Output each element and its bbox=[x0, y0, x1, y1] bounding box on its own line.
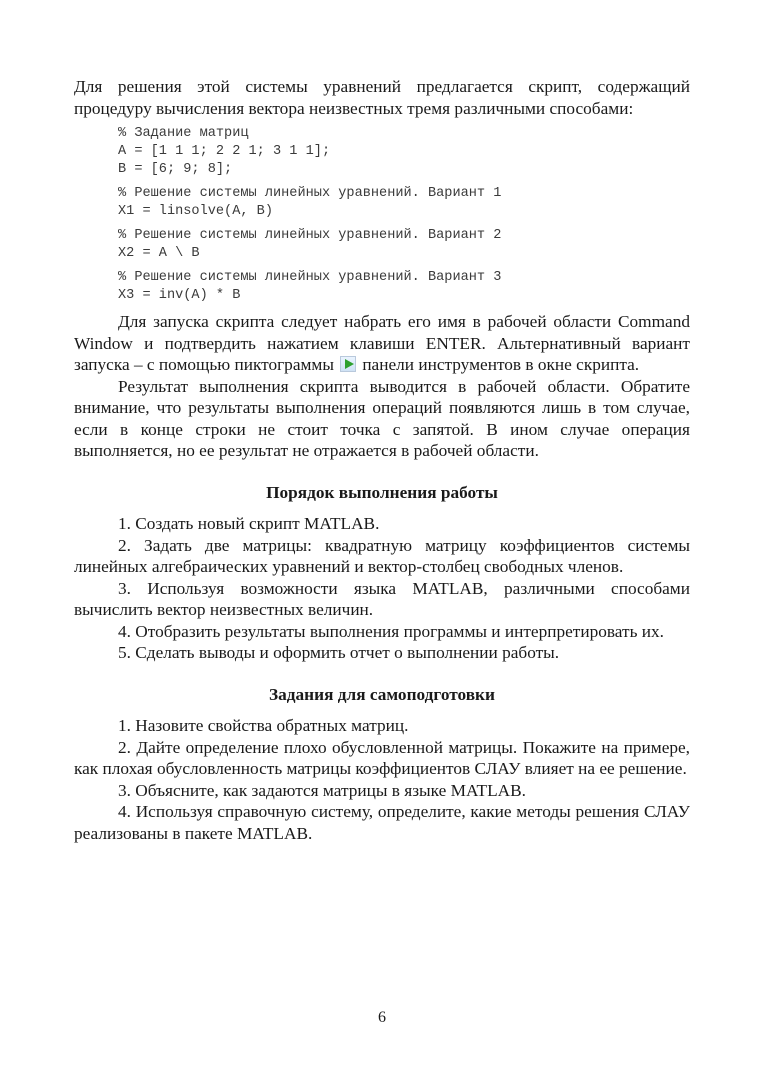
list-item: 1. Создать новый скрипт MATLAB. bbox=[118, 514, 380, 533]
code-line: % Решение системы линейных уравнений. Вариант 1 bbox=[118, 186, 502, 201]
code-block-variant-1 bbox=[74, 185, 690, 221]
run-script-icon bbox=[340, 356, 356, 372]
code-line: % Задание матриц bbox=[118, 126, 249, 141]
code-block-variant-2 bbox=[74, 227, 690, 263]
code-listing bbox=[74, 125, 690, 305]
list-item: 1. Назовите свойства обратных матриц. bbox=[118, 716, 409, 735]
list-item: 4. Отобразить результаты выполнения программы и интерпретировать их. bbox=[118, 621, 664, 641]
list-item: 2. Задать две матрицы: квадратную матрицу коэффициентов системы линейных алгебраических уравнений и вектор-столбец свободных членов. bbox=[74, 535, 690, 576]
intro-paragraph: Для решения этой системы уравнений предлагается скрипт, содержащий процедуру вычисления вектора неизвестных тремя различными способами: bbox=[74, 77, 690, 118]
code-line: A = [1 1 1; 2 2 1; 3 1 1]; bbox=[118, 144, 331, 159]
list-item: 3. Объясните, как задаются матрицы в языке MATLAB. bbox=[118, 780, 526, 800]
code-line: % Решение системы линейных уравнений. Вариант 3 bbox=[118, 270, 502, 285]
code-line: X3 = inv(A) * B bbox=[118, 288, 241, 303]
run-text-before: Для запуска скрипта следует набрать его имя в рабочей области Command Window и подтвердить нажатием клавиши ENTER. Альтернативный вариант запуска – с помощью пиктограммы bbox=[74, 312, 690, 374]
list-item: 3. Используя возможности языка MATLAB, различными способами вычислить вектор неизвестных величин. bbox=[74, 578, 690, 619]
code-line: X2 = A \ B bbox=[118, 246, 200, 261]
code-block-variant-3 bbox=[74, 269, 690, 305]
section-heading-self-study: Задания для самоподготовки bbox=[269, 684, 495, 704]
code-block-matrices bbox=[74, 125, 690, 179]
code-line: X1 = linsolve(A, B) bbox=[118, 204, 273, 219]
run-text-after: панели инструментов в окне скрипта. bbox=[362, 355, 640, 374]
code-line: B = [6; 9; 8]; bbox=[118, 162, 233, 177]
page-content bbox=[74, 76, 690, 844]
list-item: 2. Дайте определение плохо обусловленной матрицы. Покажите на примере, как плохая обусловленность матрицы коэффициентов СЛАУ влияет на ее решение. bbox=[74, 737, 690, 778]
procedure-list bbox=[74, 513, 690, 664]
list-item: 5. Сделать выводы и оформить отчет о выполнении работы. bbox=[118, 643, 560, 662]
code-line: % Решение системы линейных уравнений. Вариант 2 bbox=[118, 228, 502, 243]
page-number: 6 bbox=[378, 1009, 386, 1026]
section-heading-procedure: Порядок выполнения работы bbox=[266, 482, 498, 502]
run-paragraph bbox=[74, 311, 690, 376]
result-paragraph: Результат выполнения скрипта выводится в рабочей области. Обратите внимание, что результаты выполнения операций появляются лишь в том случае, если в конце строки не стоит точка с запятой. В ином случае операция выполняется, но ее результат не отражается в рабочей области. bbox=[74, 376, 690, 460]
self-study-list bbox=[74, 715, 690, 844]
list-item: 4. Используя справочную систему, определите, какие методы решения СЛАУ реализованы в пакете MATLAB. bbox=[74, 802, 690, 843]
